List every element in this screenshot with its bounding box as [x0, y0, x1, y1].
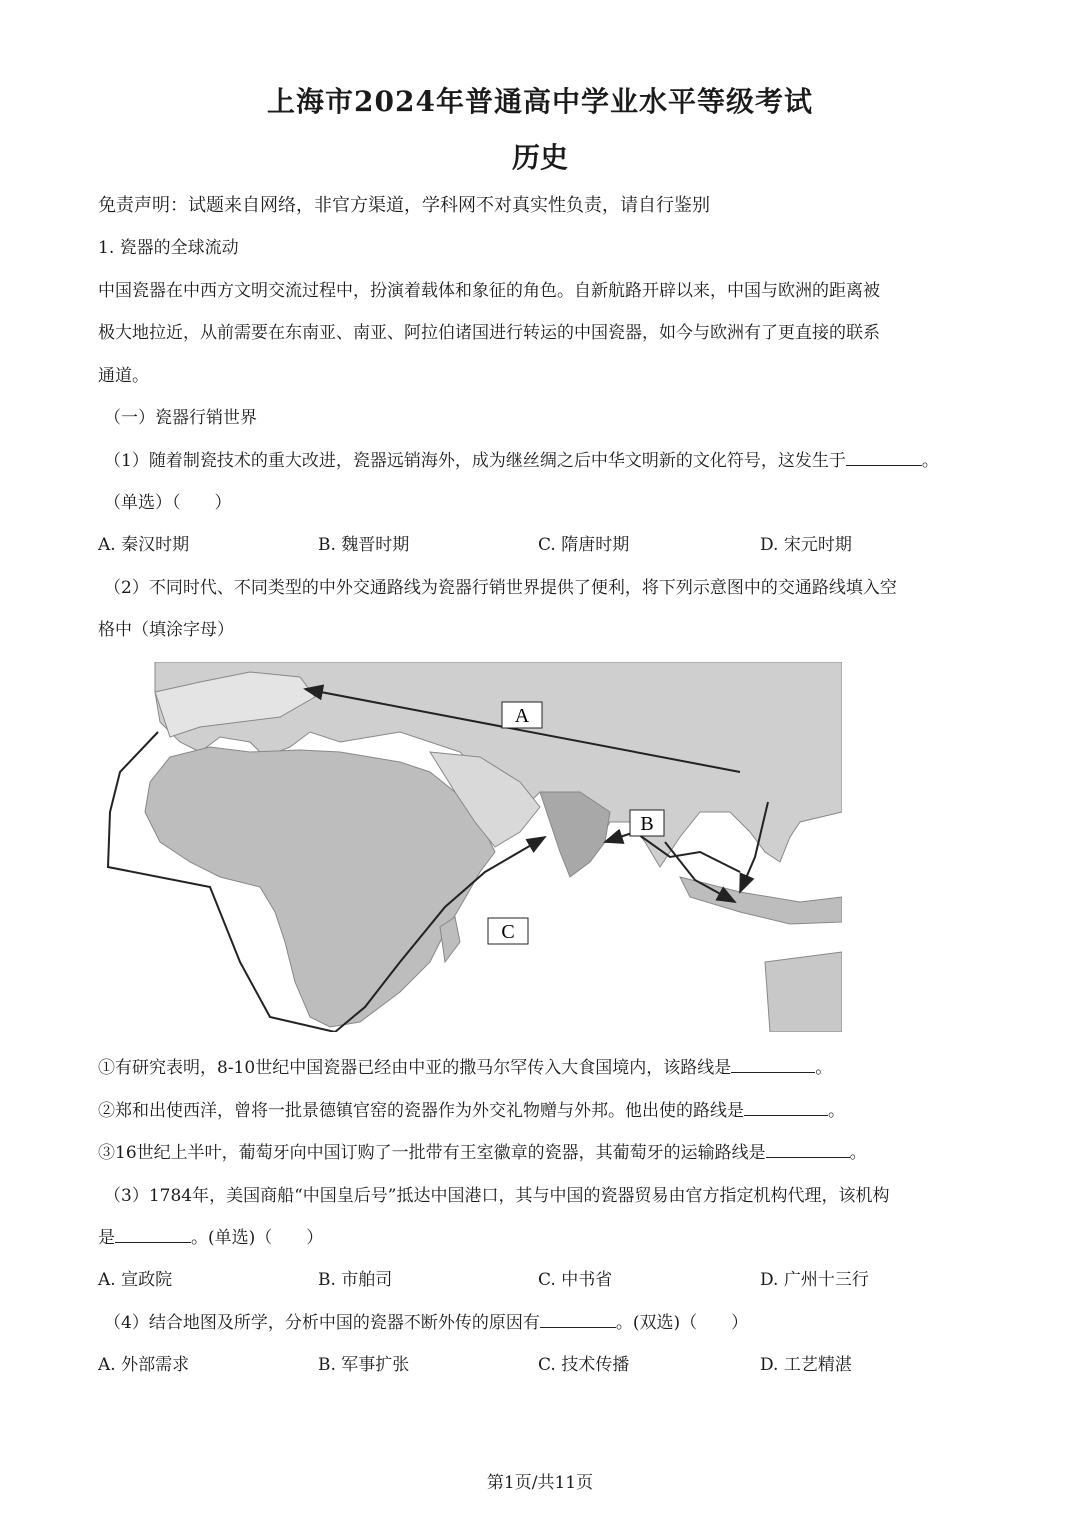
q2-sub-2: [98, 1099, 845, 1123]
q4-option-d[interactable]: D. 工艺精湛: [760, 1355, 852, 1375]
map-label-b: B: [640, 813, 654, 835]
intro-line-2: 极大地拉近，从前需要在东南亚、南亚、阿拉伯诸国进行转运的中国瓷器，如今与欧洲有了更直接的联系: [98, 323, 880, 343]
q2-sub-1-tail: 。: [815, 1058, 833, 1078]
q1-stem: [104, 449, 939, 473]
q2-sub-2-text: ②郑和出使西洋，曾将一批景德镇官窑的瓷器作为外交礼物赠与外邦。他出使的路线是: [98, 1101, 744, 1121]
q1-option-a[interactable]: A. 秦汉时期: [98, 535, 190, 555]
q2-sub-3-text: ③16世纪上半叶，葡萄牙向中国订购了一批带有王室徽章的瓷器，其葡萄牙的运输路线是: [98, 1143, 766, 1163]
q3-answer-blank[interactable]: [115, 1226, 191, 1243]
q3-option-a[interactable]: A. 宣政院: [98, 1270, 173, 1290]
q2-stem-line-1: （2）不同时代、不同类型的中外交通路线为瓷器行销世界提供了便利，将下列示意图中的交通路线填入空: [104, 578, 897, 598]
q2-sub-2-blank[interactable]: [744, 1099, 828, 1116]
q3-stem-post: 。(单选)（ ）: [191, 1228, 324, 1248]
page-number: 第1页/共11页: [486, 1473, 594, 1493]
q4-option-a[interactable]: A. 外部需求: [98, 1355, 190, 1375]
q2-sub-1-blank[interactable]: [731, 1056, 815, 1073]
map-label-c: C: [501, 921, 515, 943]
q4-stem-pre: （4）结合地图及所学，分析中国的瓷器不断外传的原因有: [104, 1313, 540, 1333]
q3-option-c[interactable]: C. 中书省: [538, 1270, 613, 1290]
q3-option-d[interactable]: D. 广州十三行: [760, 1270, 869, 1290]
intro-line-3: 通道。: [98, 366, 149, 386]
q3-stem-line-2: [98, 1226, 323, 1250]
q4-option-b[interactable]: B. 军事扩张: [318, 1355, 410, 1375]
map-label-a: A: [514, 705, 530, 727]
question-heading: 1. 瓷器的全球流动: [98, 238, 239, 258]
q3-option-b[interactable]: B. 市舶司: [318, 1270, 393, 1290]
intro-line-1: 中国瓷器在中西方文明交流过程中，扮演着载体和象征的角色。自新航路开辟以来，中国与欧洲的距离被: [98, 281, 880, 301]
q4-stem-post: 。(双选)（ ）: [615, 1313, 749, 1333]
q3-stem-pre: 是: [98, 1228, 115, 1248]
exam-title: 上海市2024年普通高中学业水平等级考试: [267, 85, 813, 118]
q2-sub-3-blank[interactable]: [766, 1141, 850, 1158]
q1-answer-blank[interactable]: [846, 449, 922, 466]
watermark: ⁠: [77, 100, 83, 121]
q2-sub-1-text: ①有研究表明，8-10世纪中国瓷器已经由中亚的撒马尔罕传入大食国境内，该路线是: [98, 1058, 732, 1078]
q2-sub-2-tail: 。: [828, 1101, 845, 1121]
q2-sub-3-tail: 。: [849, 1143, 867, 1163]
q1-stem-tail: 。: [921, 451, 939, 471]
subject-title: 历史: [511, 141, 568, 174]
q1-option-b[interactable]: B. 魏晋时期: [318, 535, 410, 555]
q4-answer-blank[interactable]: [540, 1311, 616, 1328]
q3-stem-line-1: （3）1784年，美国商船“中国皇后号”抵达中国港口，其与中国的瓷器贸易由官方指定机构代理，该机构: [104, 1186, 890, 1206]
q2-stem-line-2: 格中（填涂字母）: [98, 620, 234, 640]
disclaimer: 免责声明：试题来自网络，非官方渠道，学科网不对真实性负责，请自行鉴别: [98, 195, 710, 216]
q1-stem-text: （1）随着制瓷技术的重大改进，瓷器远销海外，成为继丝绸之后中华文明新的文化符号，这发生于: [104, 451, 846, 471]
q4-stem: [104, 1311, 748, 1335]
route-map: [100, 662, 842, 1032]
q1-type: （单选）（ ）: [104, 493, 232, 513]
q1-option-d[interactable]: D. 宋元时期: [760, 535, 852, 555]
section-heading: （一）瓷器行销世界: [104, 408, 257, 428]
q2-sub-3: [98, 1141, 867, 1165]
q2-sub-1: [98, 1056, 832, 1080]
q1-option-c[interactable]: C. 隋唐时期: [538, 535, 630, 555]
australia-landmass: [765, 952, 842, 1032]
q4-option-c[interactable]: C. 技术传播: [538, 1355, 630, 1375]
